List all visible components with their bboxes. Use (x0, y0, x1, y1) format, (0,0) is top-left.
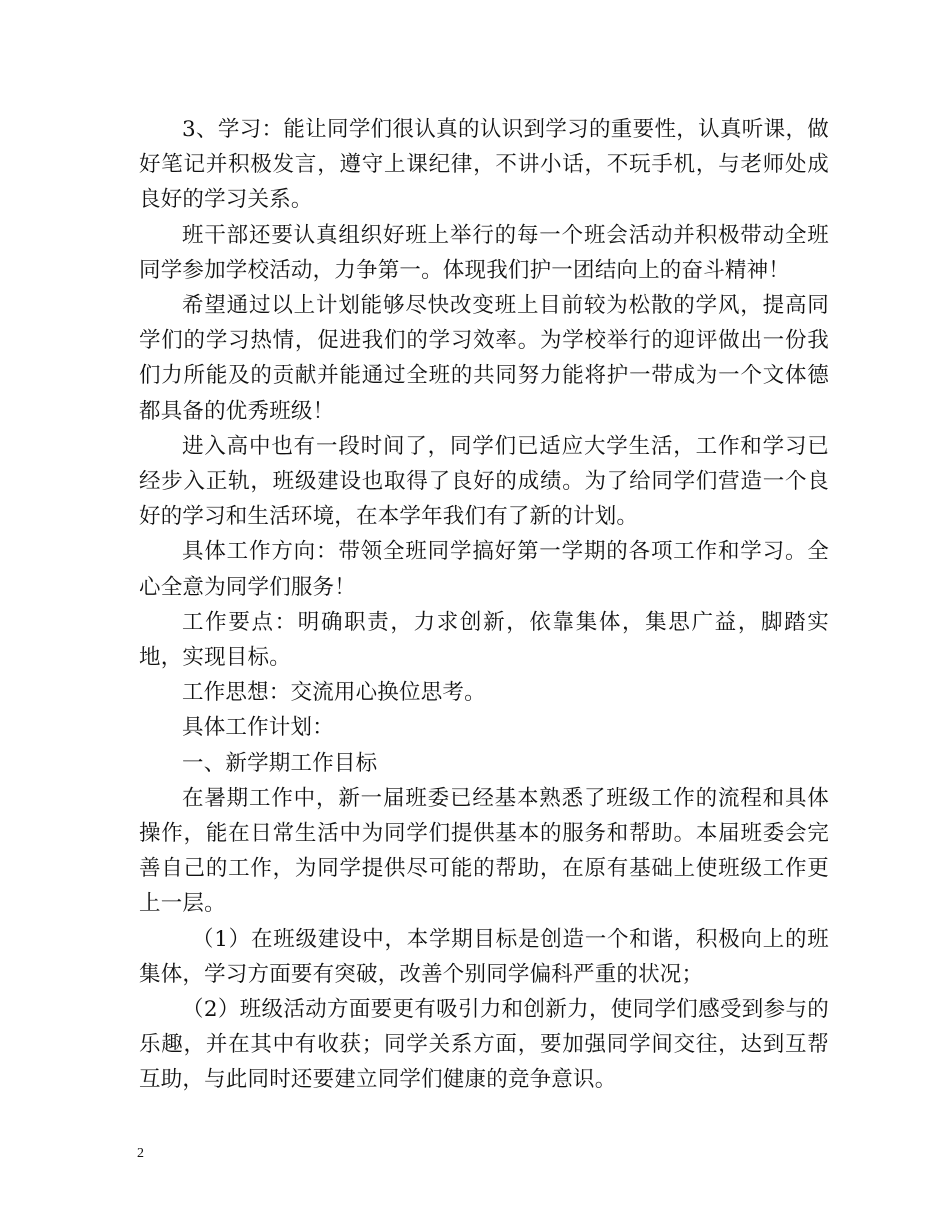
paragraph-work-direction: 具体工作方向：带领全班同学搞好第一学期的各项工作和学习。全心全意为同学们服务！ (139, 539, 829, 600)
paragraph-work-points: 工作要点：明确职责，力求创新，依靠集体，集思广益，脚踏实地，实现目标。 (139, 609, 829, 671)
paragraph-work-plan-heading: 具体工作计划： (182, 715, 334, 741)
paragraph-work-thought: 工作思想：交流用心换位思考。 (182, 680, 486, 706)
paragraph-hope: 希望通过以上计划能够尽快改变班上目前较为松散的学风，提高同学们的学习热情，促进我们的学习效率。为学校举行的迎评做出一份我们力所能及的贡献并能通过全班的共同努力能将护一带成为一个文体德都具备的优秀班级！ (139, 293, 829, 424)
section-heading-new-term-goals: 一、新学期工作目标 (182, 750, 378, 776)
paragraph-introduction: 进入高中也有一段时间了，同学们已适应大学生活，工作和学习已经步入正轨，班级建设也取得了良好的成绩。为了给同学们营造一个良好的学习和生活环境，在本学年我们有了新的计划。 (139, 433, 829, 530)
page-number: 2 (137, 1146, 144, 1161)
list-item-class-activities: （2）班级活动方面要更有吸引力和创新力，使同学们感受到参与的乐趣，并在其中有收获；同学关系方面，要加强同学间交往，达到互帮互助，与此同时还要建立同学们健康的竞争意识。 (139, 997, 829, 1093)
paragraph-class-cadres: 班干部还要认真组织好班上举行的每一个班会活动并积极带动全班同学参加学校活动，力争第一。体现我们护一团结向上的奋斗精神！ (139, 222, 829, 283)
paragraph-summer-work: 在暑期工作中，新一届班委已经基本熟悉了班级工作的流程和具体操作，能在日常生活中为同学们提供基本的服务和帮助。本届班委会完善自己的工作，为同学提供尽可能的帮助，在原有基础上使班级工作更上一层。 (139, 785, 829, 917)
document-body (139, 112, 829, 1098)
paragraph-study: 3、学习：能让同学们很认真的认识到学习的重要性，认真听课，做好笔记并积极发言，遵守上课纪律，不讲小话，不玩手机，与老师处成良好的学习关系。 (139, 117, 829, 213)
list-item-class-building: （1）在班级建设中，本学期目标是创造一个和谐，积极向上的班集体，学习方面要有突破，改善个别同学偏科严重的状况； (139, 926, 829, 987)
